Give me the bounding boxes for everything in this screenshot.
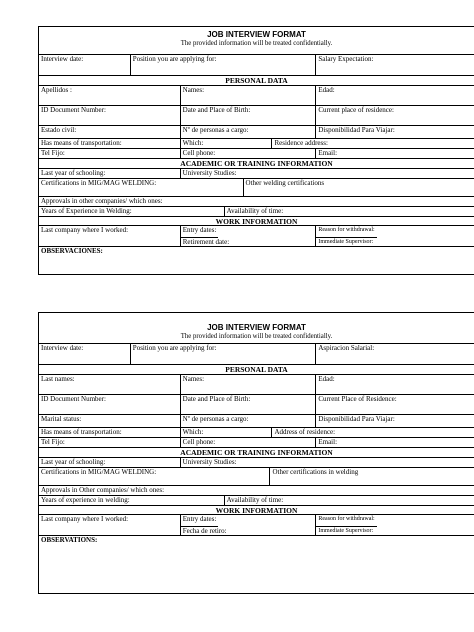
approvals-field[interactable]: Approvals in other companies/ which ones: bbox=[41, 197, 163, 205]
form-title: JOB INTERVIEW FORMAT bbox=[207, 30, 306, 39]
section-personal-data: PERSONAL DATA bbox=[225, 365, 288, 374]
names-field[interactable]: Names: bbox=[181, 375, 317, 394]
which-field[interactable]: Which: bbox=[181, 139, 273, 148]
supervisor-field[interactable]: Immediate Supervisor: bbox=[318, 528, 374, 534]
position-field[interactable]: Position you are applying for: bbox=[131, 55, 317, 75]
travel-field[interactable]: Disponibilidad Para Viajar: bbox=[318, 126, 395, 134]
supervisor-field[interactable]: Immediate Supervisor: bbox=[318, 239, 374, 245]
marital-status-field[interactable]: Marital status: bbox=[39, 415, 181, 427]
mig-mag-certs-field[interactable]: Certifications in MIG/MAG WELDING: bbox=[39, 179, 244, 196]
id-number-field[interactable]: ID Document Number: bbox=[39, 106, 181, 125]
dependents-field[interactable]: Nº de personas a cargo: bbox=[181, 415, 317, 427]
age-field[interactable]: Edad: bbox=[318, 86, 335, 94]
phone-field[interactable]: Tel Fijo: bbox=[39, 438, 181, 447]
phone-field[interactable]: Tel Fijo: bbox=[39, 149, 181, 158]
schooling-field[interactable]: Last year of schooling: bbox=[39, 458, 181, 467]
address-field[interactable]: Residence address: bbox=[274, 139, 328, 147]
travel-field[interactable]: Disponibilidad Para Viajar: bbox=[318, 415, 395, 423]
which-field[interactable]: Which: bbox=[181, 428, 273, 437]
last-names-field[interactable]: Last names: bbox=[39, 375, 181, 394]
interview-date-field[interactable]: Interview date: bbox=[39, 344, 131, 364]
reason-withdrawal-field[interactable]: Reason for withdrawal: bbox=[316, 515, 376, 527]
transport-field[interactable]: Has means of transportation: bbox=[39, 139, 181, 148]
years-experience-field[interactable]: Years of experience in welding: bbox=[39, 496, 225, 505]
reason-withdrawal-field[interactable]: Reason for withdrawal: bbox=[316, 226, 376, 238]
other-certs-field[interactable]: Other welding certifications bbox=[245, 179, 325, 187]
interview-form-2 bbox=[38, 312, 474, 594]
retirement-date-field[interactable]: Retirement date: bbox=[182, 238, 230, 246]
position-field[interactable]: Position you are applying for: bbox=[131, 344, 317, 364]
age-field[interactable]: Edad: bbox=[318, 375, 335, 383]
section-academic: ACADEMIC OR TRAINING INFORMATION bbox=[180, 159, 333, 168]
address-field[interactable]: Address of residence: bbox=[274, 428, 336, 436]
residence-field[interactable]: Current place of residence: bbox=[318, 106, 394, 114]
mig-mag-certs-field[interactable]: Certifications in MIG/MAG WELDING: bbox=[39, 468, 270, 485]
availability-field[interactable]: Availability of time: bbox=[226, 496, 284, 504]
birth-field[interactable]: Date and Place of Birth: bbox=[181, 395, 317, 414]
birth-field[interactable]: Date and Place of Birth: bbox=[181, 106, 317, 125]
approvals-field[interactable]: Approvals in Other companies/ which ones: bbox=[41, 486, 165, 494]
form-subtitle: The provided information will be treated confidentially. bbox=[180, 333, 333, 340]
last-names-field[interactable]: Apellidos : bbox=[39, 86, 181, 105]
cell-phone-field[interactable]: Cell phone: bbox=[181, 438, 317, 447]
marital-status-field[interactable]: Estado civil: bbox=[39, 126, 181, 138]
entry-dates-field[interactable]: Entry dates: bbox=[181, 515, 219, 527]
form-title: JOB INTERVIEW FORMAT bbox=[207, 323, 306, 332]
names-field[interactable]: Names: bbox=[181, 86, 317, 105]
entry-dates-field[interactable]: Entry dates: bbox=[181, 226, 219, 238]
observations-field[interactable]: OBSERVATIONS: bbox=[41, 536, 98, 544]
interview-date-field[interactable]: Interview date: bbox=[39, 55, 131, 75]
form-header bbox=[39, 313, 474, 344]
dependents-field[interactable]: Nº de personas a cargo: bbox=[181, 126, 317, 138]
form-subtitle: The provided information will be treated confidentially. bbox=[180, 40, 333, 47]
email-field[interactable]: Email: bbox=[318, 149, 338, 157]
email-field[interactable]: Email: bbox=[318, 438, 338, 446]
other-certs-field[interactable]: Other certifications in welding bbox=[272, 468, 359, 476]
retirement-date-field[interactable]: Fecha de retiro: bbox=[182, 527, 227, 535]
availability-field[interactable]: Availability of time: bbox=[226, 207, 284, 215]
transport-field[interactable]: Has means of transportation: bbox=[39, 428, 181, 437]
interview-form-1 bbox=[38, 26, 474, 275]
form-header bbox=[39, 27, 474, 55]
university-field[interactable]: University Studies: bbox=[182, 169, 237, 177]
last-company-field[interactable]: Last company where I worked: bbox=[39, 515, 181, 535]
section-work-info: WORK INFORMATION bbox=[215, 506, 298, 514]
section-work-info: WORK INFORMATION bbox=[215, 217, 298, 225]
section-personal-data: PERSONAL DATA bbox=[225, 76, 288, 85]
last-company-field[interactable]: Last company where I worked: bbox=[39, 226, 181, 246]
residence-field[interactable]: Current Place of Residence: bbox=[318, 395, 397, 403]
university-field[interactable]: University Studies: bbox=[182, 458, 237, 466]
salary-field[interactable]: Aspiracion Salarial: bbox=[318, 344, 375, 352]
section-academic: ACADEMIC OR TRAINING INFORMATION bbox=[180, 448, 333, 457]
observations-field[interactable]: OBSERVACIONES: bbox=[41, 247, 103, 255]
cell-phone-field[interactable]: Cell phone: bbox=[181, 149, 317, 158]
schooling-field[interactable]: Last year of schooling: bbox=[39, 169, 181, 178]
id-number-field[interactable]: ID Document Number: bbox=[39, 395, 181, 414]
salary-field[interactable]: Salary Expectation: bbox=[318, 55, 374, 63]
years-experience-field[interactable]: Years of Experience in Welding: bbox=[39, 207, 225, 216]
